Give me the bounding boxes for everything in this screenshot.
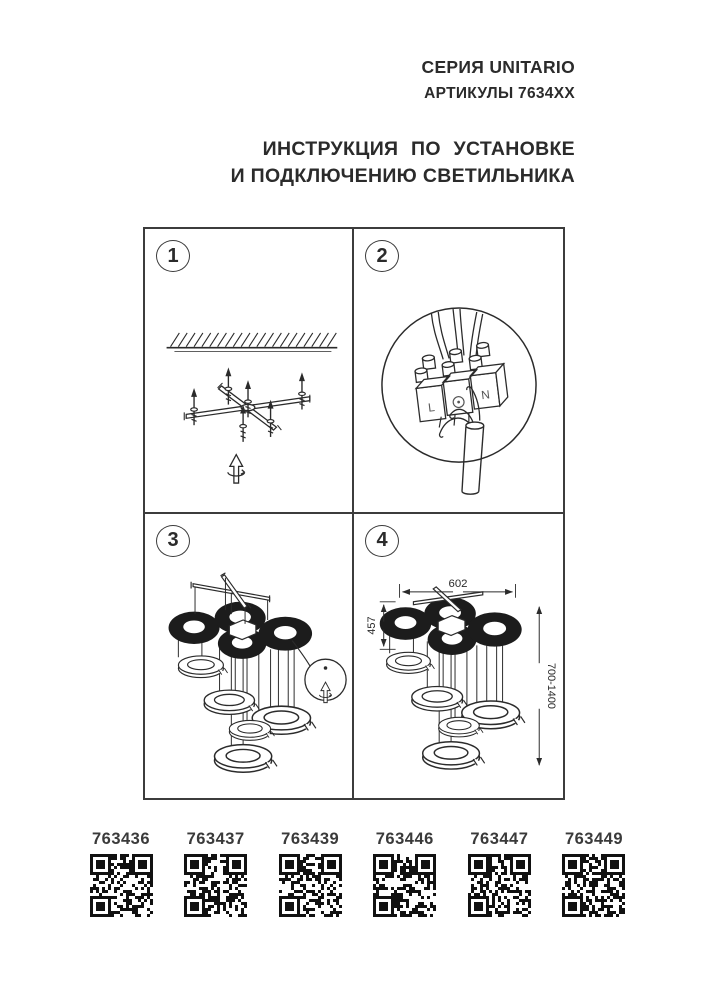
dimension-width (400, 577, 516, 597)
series-name: СЕРИЯ UNITARIO (421, 57, 575, 77)
article-item (274, 830, 346, 917)
qr-code (373, 854, 436, 917)
step-number-badge: 4 (365, 525, 399, 557)
step-panel-1 (145, 229, 354, 514)
page-title-line2: И ПОДКЛЮЧЕНИЮ СВЕТИЛЬНИКА (230, 165, 575, 187)
qr-code (468, 854, 531, 917)
article-list (85, 830, 630, 917)
page-title (231, 136, 575, 190)
article-code: 763437 (186, 830, 245, 848)
qr-code (279, 854, 342, 917)
step-panel-4 (354, 514, 563, 799)
canopy-rings (169, 601, 313, 658)
step-number-badge: 1 (156, 240, 190, 272)
articles-range: АРТИКУЛЫ 7634XX (424, 85, 575, 102)
step-number-badge: 2 (365, 240, 399, 272)
article-code: 763439 (281, 830, 340, 848)
article-code: 763447 (470, 830, 529, 848)
install-arrow-icon (228, 455, 245, 483)
hanging-rings (387, 652, 525, 769)
qr-code (90, 854, 153, 917)
step-panel-3 (145, 514, 354, 799)
article-code: 763446 (375, 830, 434, 848)
dimension-total-height-label: 700-1400 (545, 662, 558, 709)
dimension-canopy-height-label: 457 (365, 615, 378, 635)
article-item (369, 830, 441, 917)
qr-code (184, 854, 247, 917)
mounting-screws (191, 369, 306, 442)
header (422, 57, 575, 103)
dimension-total-height (539, 606, 557, 764)
steps-grid (143, 227, 565, 800)
qr-code (562, 854, 625, 917)
article-item (463, 830, 535, 917)
ceiling-hatch (167, 333, 338, 352)
terminal-label-l: L (427, 399, 436, 415)
step-number-badge: 3 (156, 525, 190, 557)
article-item (85, 830, 157, 917)
article-item (180, 830, 252, 917)
dimension-width-label: 602 (448, 577, 468, 590)
detail-callout (292, 640, 346, 702)
article-code: 763449 (564, 830, 623, 848)
canopy-rings (380, 597, 522, 655)
page-title-line1: ИНСТРУКЦИЯ ПО УСТАНОВКЕ (262, 138, 575, 160)
terminal-label-n: N (480, 387, 491, 403)
article-code: 763436 (91, 830, 151, 848)
step-panel-2 (354, 229, 563, 514)
article-item (558, 830, 630, 917)
